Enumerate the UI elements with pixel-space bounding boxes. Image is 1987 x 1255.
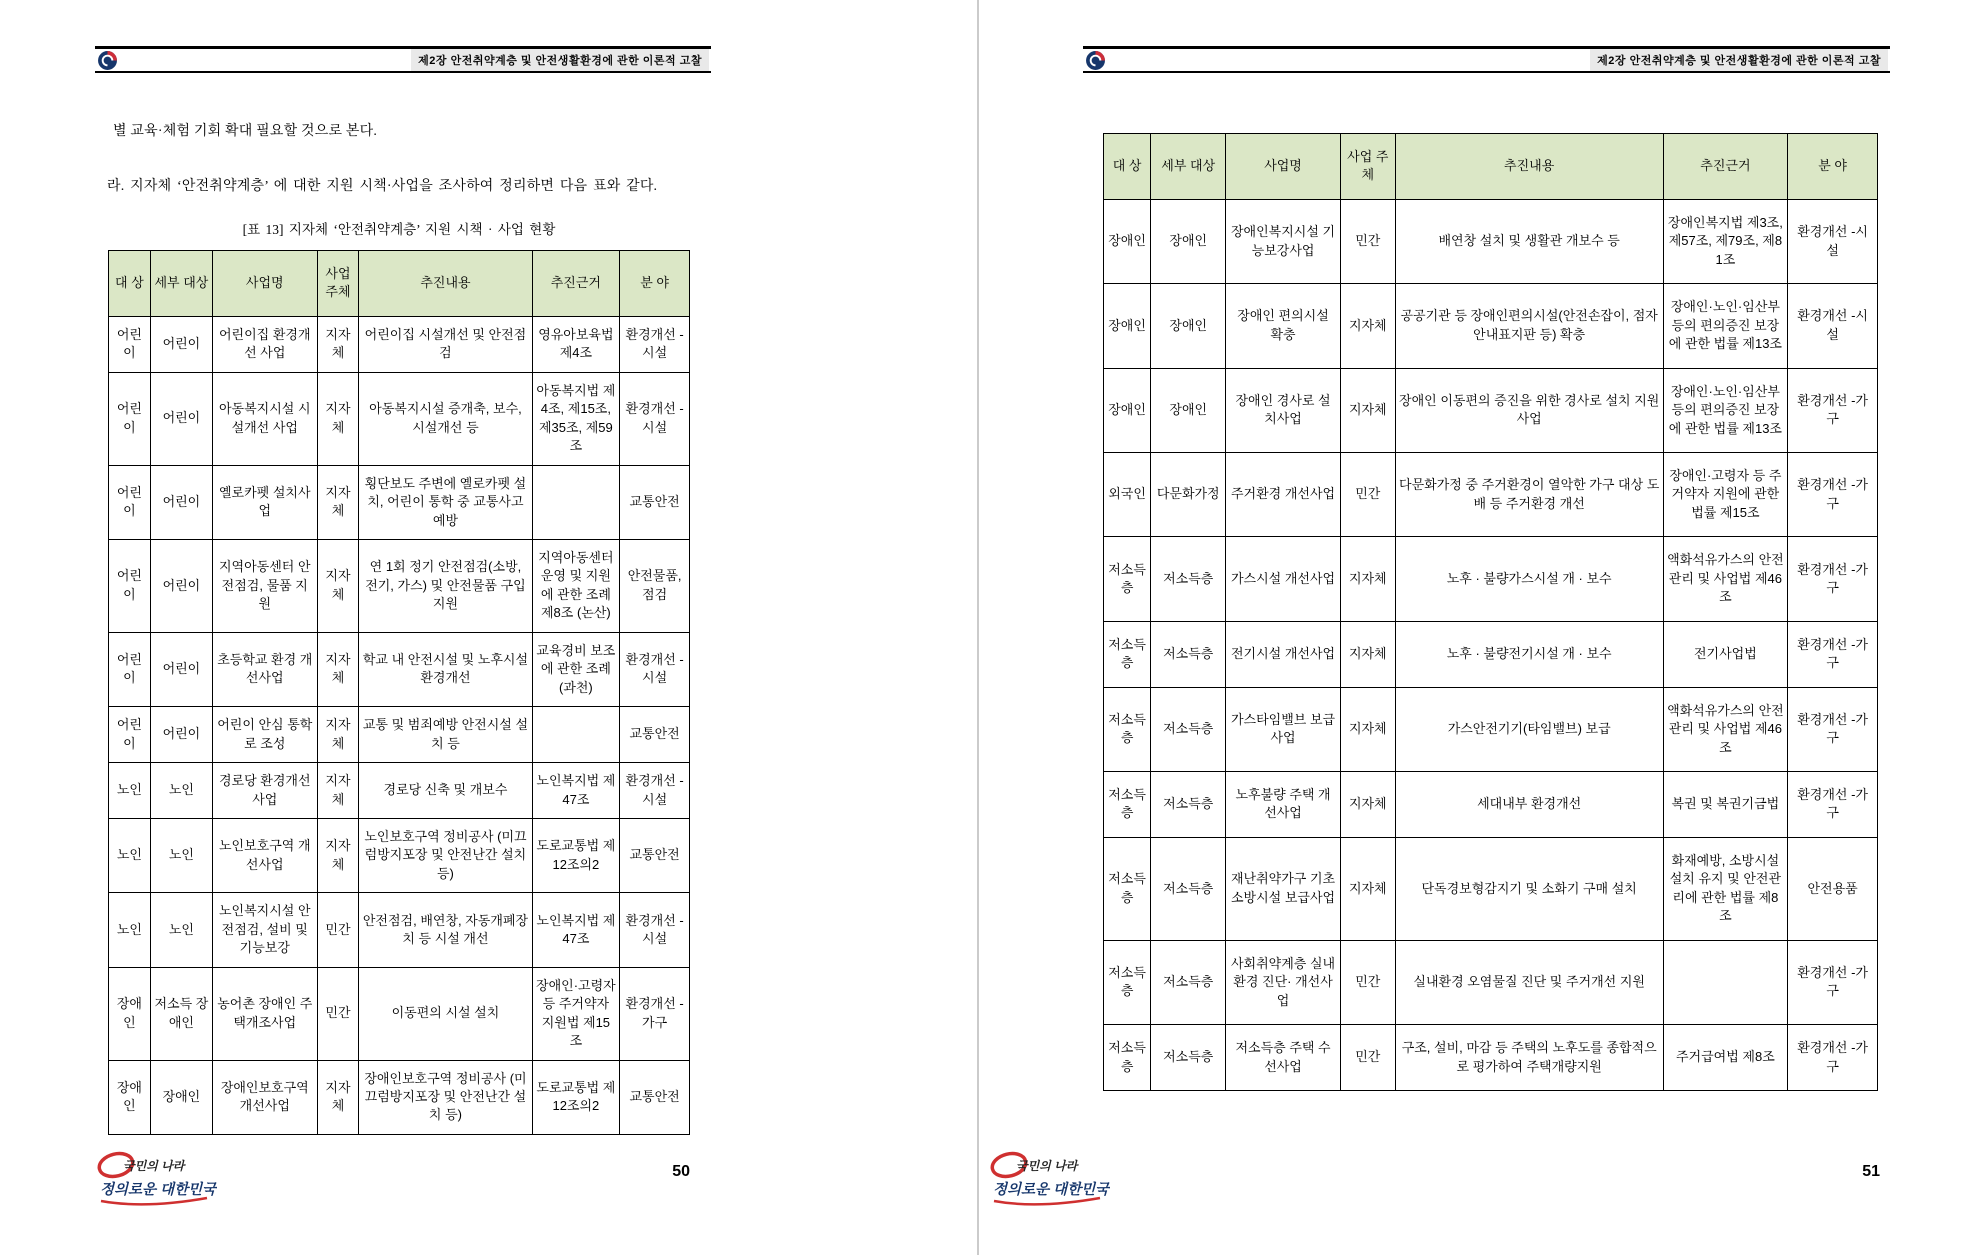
table-cell: 주거환경 개선사업 — [1226, 452, 1341, 536]
table-cell: 장애인보호구역 개선사업 — [212, 1060, 317, 1134]
column-header: 추진근거 — [1663, 134, 1788, 200]
table-cell: 전기시설 개선사업 — [1226, 621, 1341, 687]
column-header: 분 야 — [620, 251, 690, 317]
column-header: 사업 주체 — [1340, 134, 1395, 200]
table-cell: 노인복지시설 안전점검, 설비 및 기능보강 — [212, 893, 317, 967]
table-cell: 지자체 — [317, 632, 359, 706]
table-row — [1104, 837, 1878, 940]
table-cell: 전기사업법 — [1663, 621, 1788, 687]
table-cell: 공공기관 등 장애인편의시설(안전손잡이, 점자안내표지판 등) 확충 — [1395, 284, 1663, 368]
column-header: 사업명 — [1226, 134, 1341, 200]
table-cell: 환경개선 -가구 — [1788, 1025, 1878, 1091]
table-cell: 세대내부 환경개선 — [1395, 771, 1663, 837]
column-header: 추진내용 — [1395, 134, 1663, 200]
table-cell: 장애인 이동편의 증진을 위한 경사로 설치 지원 사업 — [1395, 368, 1663, 452]
table-cell: 장애인 — [1151, 284, 1226, 368]
table-header-row — [109, 251, 690, 317]
table-cell: 경로당 신축 및 개보수 — [359, 763, 532, 819]
table-row — [109, 465, 690, 539]
table-cell: 지자체 — [1340, 368, 1395, 452]
table-cell: 환경개선 -시설 — [620, 372, 690, 465]
table-row — [109, 539, 690, 632]
table-cell: 안전물품, 점검 — [620, 539, 690, 632]
table-cell: 복권 및 복권기금법 — [1663, 771, 1788, 837]
table-cell: 장애인복지법 제3조, 제57조, 제79조, 제81조 — [1663, 199, 1788, 283]
table-cell: 지자체 — [1340, 771, 1395, 837]
table-row — [109, 316, 690, 372]
support-programs-table-right — [1103, 133, 1878, 1091]
table-cell: 어린이집 환경개선 사업 — [212, 316, 317, 372]
table-cell: 재난취약가구 기초소방시설 보급사업 — [1226, 837, 1341, 940]
table-cell: 이동편의 시설 설치 — [359, 967, 532, 1060]
table-cell: 지자체 — [317, 763, 359, 819]
table-cell: 어린이 — [109, 632, 151, 706]
table-cell: 노인 — [109, 818, 151, 892]
table-cell: 저소득층 — [1104, 687, 1151, 771]
table-cell: 저소득층 — [1104, 771, 1151, 837]
table-cell: 경로당 환경개선 사업 — [212, 763, 317, 819]
table-cell: 민간 — [1340, 940, 1395, 1024]
table-cell: 장애인·고령자 등 주거약자 지원에 관한 법률 제15조 — [1663, 452, 1788, 536]
table-cell: 노인 — [109, 893, 151, 967]
table-cell: 저소득층 — [1151, 1025, 1226, 1091]
table-header-row — [109, 251, 690, 317]
table-cell: 어린이 — [109, 539, 151, 632]
table-row — [1104, 771, 1878, 837]
table-cell: 교통안전 — [620, 1060, 690, 1134]
table-cell: 도로교통법 제12조의2 — [532, 1060, 620, 1134]
table-cell: 노인 — [150, 893, 212, 967]
table-cell: 저소득층 — [1104, 940, 1151, 1024]
table-cell: 교통안전 — [620, 818, 690, 892]
column-header: 대 상 — [109, 251, 151, 317]
table-cell: 노인 — [150, 818, 212, 892]
table-cell: 저소득층 — [1151, 621, 1226, 687]
table-row — [1104, 621, 1878, 687]
body-paragraph-2: 라. 지자체 ‘안전취약계층’ 에 대한 지원 시책·사업을 조사하여 정리하면 다음 표와 같다. — [107, 179, 658, 194]
table-cell: 저소득층 — [1151, 837, 1226, 940]
page-header-band-right — [1083, 46, 1890, 73]
table-cell: 어린이집 시설개선 및 안전점검 — [359, 316, 532, 372]
table-cell: 가스안전기기(타임밸브) 보급 — [1395, 687, 1663, 771]
body-paragraph-1: 별 교육·체험 기회 확대 필요할 것으로 본다. — [113, 124, 378, 139]
table-cell: 지자체 — [1340, 537, 1395, 621]
table-cell: 아동복지법 제4조, 제15조, 제35조, 제59조 — [532, 372, 620, 465]
table-cell: 다문화가정 중 주거환경이 열악한 가구 대상 도배 등 주거환경 개선 — [1395, 452, 1663, 536]
table-cell: 교통안전 — [620, 465, 690, 539]
column-header: 분 야 — [1788, 134, 1878, 200]
table-cell: 저소득 장애인 — [150, 967, 212, 1060]
chapter-title: 제2장 안전취약계층 및 안전생활환경에 관한 이론적 고찰 — [1590, 49, 1888, 71]
table-cell: 노인 — [150, 763, 212, 819]
table-cell: 어린이 — [150, 465, 212, 539]
table-cell: 민간 — [1340, 452, 1395, 536]
table-row — [1104, 368, 1878, 452]
table-cell: 안전용품 — [1788, 837, 1878, 940]
table-cell: 교육경비 보조에 관한 조례 (과천) — [532, 632, 620, 706]
table-cell: 노인복지법 제47조 — [532, 763, 620, 819]
table-cell: 저소득층 — [1151, 537, 1226, 621]
table-header-row — [1104, 134, 1878, 200]
table-cell: 저소득층 — [1104, 1025, 1151, 1091]
table-cell: 어린이 — [109, 465, 151, 539]
table-cell: 주거급여법 제8조 — [1663, 1025, 1788, 1091]
column-header: 추진내용 — [359, 251, 532, 317]
table-row — [1104, 1025, 1878, 1091]
table-cell: 어린이 — [109, 372, 151, 465]
column-header: 추진근거 — [532, 251, 620, 317]
table-cell: 안전점검, 배연창, 자동개폐장치 등 시설 개선 — [359, 893, 532, 967]
table-cell: 지역아동센터 안전점검, 물품 지원 — [212, 539, 317, 632]
table-cell: 어린이 — [150, 539, 212, 632]
government-emblem-icon — [97, 50, 118, 71]
table-cell: 가스시설 개선사업 — [1226, 537, 1341, 621]
table-cell: 옐로카펫 설치사업 — [212, 465, 317, 539]
table-cell: 학교 내 안전시설 및 노후시설 환경개선 — [359, 632, 532, 706]
table-cell: 지자체 — [317, 465, 359, 539]
table-cell: 노인복지법 제47조 — [532, 893, 620, 967]
table-row — [1104, 940, 1878, 1024]
table-cell: 초등학교 환경 개선사업 — [212, 632, 317, 706]
table-cell: 장애인 — [1104, 199, 1151, 283]
table-cell: 환경개선 -가구 — [1788, 452, 1878, 536]
table-cell: 환경개선 -시설 — [620, 632, 690, 706]
table-row — [109, 707, 690, 763]
table-cell: 어린이 — [109, 316, 151, 372]
table-cell: 지자체 — [317, 818, 359, 892]
table-cell: 노인보호구역 정비공사 (미끄럼방지포장 및 안전난간 설치 등) — [359, 818, 532, 892]
table-cell: 저소득층 주택 수선사업 — [1226, 1025, 1341, 1091]
table-cell: 어린이 — [150, 707, 212, 763]
table-cell: 아동복지시설 증개축, 보수, 시설개선 등 — [359, 372, 532, 465]
table-cell: 민간 — [1340, 199, 1395, 283]
column-header: 사업 주체 — [317, 251, 359, 317]
table-cell: 지자체 — [317, 372, 359, 465]
table-cell: 환경개선 -시설 — [1788, 284, 1878, 368]
table-cell: 저소득층 — [1104, 837, 1151, 940]
table-cell: 지자체 — [1340, 837, 1395, 940]
table-cell: 저소득층 — [1151, 687, 1226, 771]
table-cell: 장애인 편의시설 확충 — [1226, 284, 1341, 368]
table-cell: 농어촌 장애인 주택개조사업 — [212, 967, 317, 1060]
table-cell: 장애인 — [109, 967, 151, 1060]
table-cell: 지자체 — [1340, 621, 1395, 687]
table-caption: [표 13] 지자체 ‘안전취약계층’ 지원 시책 · 사업 현황 — [242, 222, 556, 237]
table-cell: 사회취약계층 실내환경 진단· 개선사업 — [1226, 940, 1341, 1024]
table-cell: 영유아보육법 제4조 — [532, 316, 620, 372]
government-slogan-logo — [988, 1148, 1110, 1210]
table-header-row — [1104, 134, 1878, 200]
table-cell: 노인 — [109, 763, 151, 819]
table-cell: 환경개선 -시설 — [1788, 199, 1878, 283]
page-number-left: 50 — [672, 1163, 690, 1180]
table-row — [1104, 199, 1878, 283]
table-row — [1104, 452, 1878, 536]
table-cell: 어린이 — [150, 372, 212, 465]
table-cell — [1663, 940, 1788, 1024]
table-cell: 배연창 설치 및 생활관 개보수 등 — [1395, 199, 1663, 283]
table-cell: 저소득층 — [1151, 771, 1226, 837]
table-cell: 가스타임밸브 보급사업 — [1226, 687, 1341, 771]
table-cell: 어린이 — [150, 316, 212, 372]
table-cell: 어린이 — [150, 632, 212, 706]
page-header-band-left — [95, 46, 711, 73]
table-cell: 환경개선 -가구 — [620, 967, 690, 1060]
column-header: 대 상 — [1104, 134, 1151, 200]
table-cell: 외국인 — [1104, 452, 1151, 536]
table-cell: 구조, 설비, 마감 등 주택의 노후도를 종합적으로 평가하여 주택개량지원 — [1395, 1025, 1663, 1091]
table-cell: 환경개선 -가구 — [1788, 771, 1878, 837]
table-cell: 교통안전 — [620, 707, 690, 763]
table-cell: 민간 — [1340, 1025, 1395, 1091]
table-cell: 환경개선 -가구 — [1788, 687, 1878, 771]
table-row — [109, 967, 690, 1060]
column-header: 세부 대상 — [150, 251, 212, 317]
table-cell: 액화석유가스의 안전관리 및 사업법 제46조 — [1663, 687, 1788, 771]
table-cell: 장애인·노인·임산부 등의 편의증진 보장에 관한 법률 제13조 — [1663, 284, 1788, 368]
table-cell: 환경개선 -시설 — [620, 893, 690, 967]
table-cell: 환경개선 -가구 — [1788, 537, 1878, 621]
slogan-line1: 국민의 나라 — [123, 1159, 185, 1173]
table-row — [1104, 284, 1878, 368]
table-cell: 장애인 — [1151, 199, 1226, 283]
slogan-line2: 정의로운 대한민국 — [100, 1182, 217, 1198]
government-emblem-icon — [1085, 50, 1106, 71]
page-divider — [977, 0, 979, 1255]
table-cell: 어린이 — [109, 707, 151, 763]
slogan-line2: 정의로운 대한민국 — [993, 1182, 1110, 1198]
table-cell — [532, 465, 620, 539]
table-cell: 장애인 — [1104, 368, 1151, 452]
table-cell: 환경개선 -가구 — [1788, 368, 1878, 452]
table-cell: 장애인 — [1151, 368, 1226, 452]
table-cell: 지자체 — [317, 1060, 359, 1134]
table-cell: 교통 및 범죄예방 안전시설 설치 등 — [359, 707, 532, 763]
table-cell: 저소득층 — [1104, 621, 1151, 687]
slogan-line1: 국민의 나라 — [1016, 1159, 1078, 1173]
table-cell — [532, 707, 620, 763]
table-cell: 장애인 — [150, 1060, 212, 1134]
table-row — [1104, 687, 1878, 771]
table-cell: 어린이 안심 통학로 조성 — [212, 707, 317, 763]
table-cell: 화재예방, 소방시설 설치 유지 및 안전관리에 관한 법률 제8조 — [1663, 837, 1788, 940]
table-cell: 지자체 — [1340, 284, 1395, 368]
table-row — [109, 818, 690, 892]
table-row — [109, 632, 690, 706]
table-cell: 장애인·노인·임산부 등의 편의증진 보장에 관한 법률 제13조 — [1663, 368, 1788, 452]
table-cell: 단독경보형감지기 및 소화기 구매 설치 — [1395, 837, 1663, 940]
table-cell: 횡단보도 주변에 옐로카펫 설치, 어린이 통학 중 교통사고 예방 — [359, 465, 532, 539]
chapter-title: 제2장 안전취약계층 및 안전생활환경에 관한 이론적 고찰 — [411, 49, 709, 71]
table-cell: 민간 — [317, 967, 359, 1060]
table-cell: 장애인보호구역 정비공사 (미끄럼방지포장 및 안전난간 설치 등) — [359, 1060, 532, 1134]
table-row — [109, 893, 690, 967]
support-programs-table-left — [108, 250, 690, 1135]
table-cell: 지역아동센터 운영 및 지원에 관한 조례 제8조 (논산) — [532, 539, 620, 632]
table-cell: 민간 — [317, 893, 359, 967]
page-number-right: 51 — [1862, 1163, 1880, 1180]
table-cell: 저소득층 — [1151, 940, 1226, 1024]
table-cell: 도로교통법 제12조의2 — [532, 818, 620, 892]
table-cell: 노후 · 불량전기시설 개 · 보수 — [1395, 621, 1663, 687]
table-cell: 장애인 경사로 설치사업 — [1226, 368, 1341, 452]
column-header: 사업명 — [212, 251, 317, 317]
table-cell: 환경개선 -가구 — [1788, 940, 1878, 1024]
table-cell: 노인보호구역 개선사업 — [212, 818, 317, 892]
table-cell: 아동복지시설 시설개선 사업 — [212, 372, 317, 465]
table-row — [109, 763, 690, 819]
table-cell: 저소득층 — [1104, 537, 1151, 621]
government-slogan-logo — [95, 1148, 217, 1210]
table-cell: 다문화가정 — [1151, 452, 1226, 536]
table-cell: 지자체 — [317, 316, 359, 372]
table-cell: 환경개선 -시설 — [620, 763, 690, 819]
table-cell: 장애인 — [1104, 284, 1151, 368]
table-cell: 연 1회 정기 안전점검(소방, 전기, 가스) 및 안전물품 구입 지원 — [359, 539, 532, 632]
table-cell: 지자체 — [1340, 687, 1395, 771]
table-cell: 지자체 — [317, 539, 359, 632]
table-cell: 환경개선 -시설 — [620, 316, 690, 372]
table-cell: 노후불량 주택 개선사업 — [1226, 771, 1341, 837]
table-cell: 액화석유가스의 안전관리 및 사업법 제46조 — [1663, 537, 1788, 621]
table-cell: 장애인·고령자 등 주거약자 지원법 제15조 — [532, 967, 620, 1060]
table-row — [109, 1060, 690, 1134]
table-cell: 노후 · 불량가스시설 개 · 보수 — [1395, 537, 1663, 621]
table-cell: 환경개선 -가구 — [1788, 621, 1878, 687]
table-cell: 장애인 — [109, 1060, 151, 1134]
table-row — [109, 372, 690, 465]
table-row — [1104, 537, 1878, 621]
table-cell: 지자체 — [317, 707, 359, 763]
column-header: 세부 대상 — [1151, 134, 1226, 200]
table-cell: 실내환경 오염물질 진단 및 주거개선 지원 — [1395, 940, 1663, 1024]
table-cell: 장애인복지시설 기능보강사업 — [1226, 199, 1341, 283]
